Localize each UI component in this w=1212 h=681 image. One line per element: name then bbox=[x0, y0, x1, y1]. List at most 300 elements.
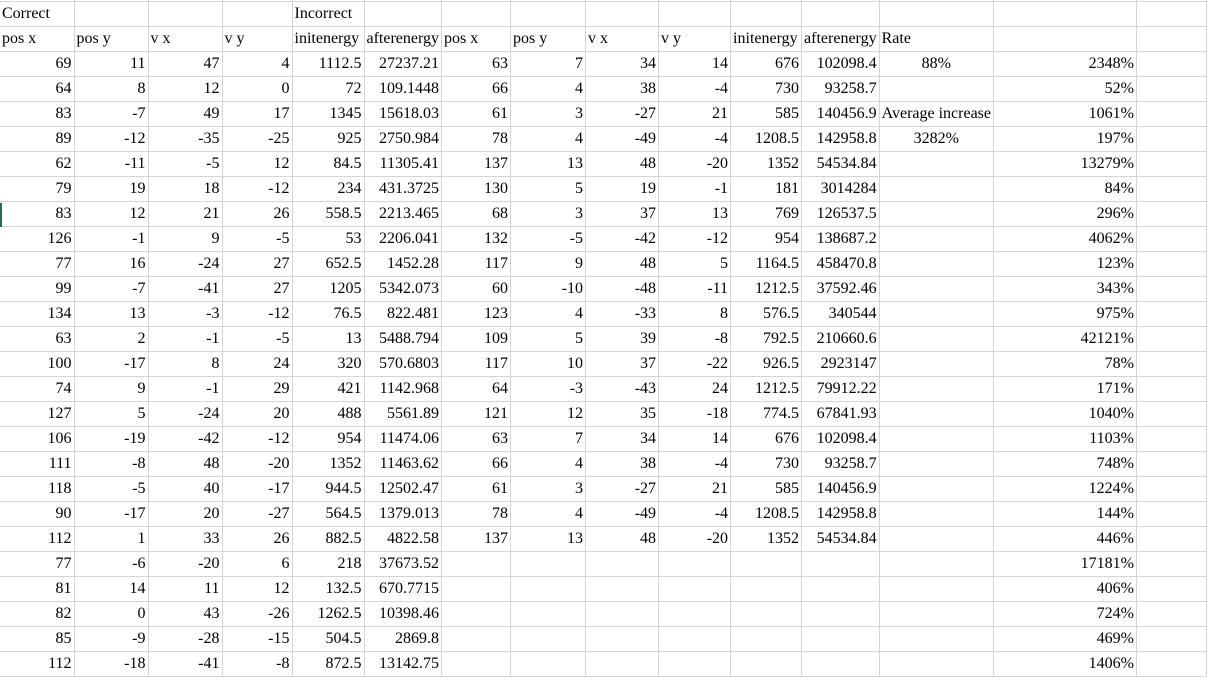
incorrect-cell[interactable]: 117 bbox=[442, 352, 511, 377]
correct-cell[interactable]: 82 bbox=[0, 602, 74, 627]
correct-cell[interactable]: 11 bbox=[74, 52, 148, 77]
correct-cell[interactable]: -1 bbox=[148, 377, 222, 402]
incorrect-cell[interactable]: 140456.9 bbox=[802, 477, 880, 502]
incorrect-cell[interactable]: -18 bbox=[659, 402, 731, 427]
empty-cell[interactable] bbox=[994, 27, 1137, 52]
incorrect-cell[interactable]: 954 bbox=[731, 227, 802, 252]
correct-cell[interactable]: 29 bbox=[222, 377, 292, 402]
correct-cell[interactable]: 33 bbox=[148, 527, 222, 552]
rate-value[interactable]: 88% bbox=[879, 52, 993, 77]
correct-cell[interactable]: -20 bbox=[148, 552, 222, 577]
incorrect-cell[interactable]: 4 bbox=[511, 452, 586, 477]
increase-cell[interactable]: 296% bbox=[994, 202, 1137, 227]
correct-cell[interactable]: 1262.5 bbox=[292, 602, 364, 627]
correct-cell[interactable]: 127 bbox=[0, 402, 74, 427]
incorrect-title[interactable]: Incorrect bbox=[292, 2, 364, 27]
correct-cell[interactable]: -41 bbox=[148, 277, 222, 302]
incorrect-cell[interactable]: 4 bbox=[511, 127, 586, 152]
empty-cell[interactable] bbox=[1137, 277, 1207, 302]
correct-cell[interactable]: 13 bbox=[74, 302, 148, 327]
incorrect-cell[interactable]: 37592.46 bbox=[802, 277, 880, 302]
incorrect-cell[interactable]: 142958.8 bbox=[802, 127, 880, 152]
empty-cell[interactable] bbox=[1137, 177, 1207, 202]
incorrect-cell[interactable]: 24 bbox=[659, 377, 731, 402]
incorrect-cell[interactable]: 78 bbox=[442, 127, 511, 152]
correct-cell[interactable]: 0 bbox=[74, 602, 148, 627]
incorrect-cell[interactable]: 13 bbox=[511, 152, 586, 177]
correct-cell[interactable]: -5 bbox=[148, 152, 222, 177]
increase-cell[interactable]: 975% bbox=[994, 302, 1137, 327]
correct-cell[interactable]: 1205 bbox=[292, 277, 364, 302]
correct-cell[interactable]: -12 bbox=[222, 427, 292, 452]
incorrect-cell[interactable]: -5 bbox=[511, 227, 586, 252]
incorrect-cell[interactable]: 1208.5 bbox=[731, 127, 802, 152]
empty-cell[interactable] bbox=[879, 502, 993, 527]
correct-cell[interactable]: 320 bbox=[292, 352, 364, 377]
empty-cell[interactable] bbox=[659, 2, 731, 27]
incorrect-cell[interactable]: 37 bbox=[586, 352, 659, 377]
correct-cell[interactable]: -17 bbox=[222, 477, 292, 502]
correct-header-1[interactable]: pos y bbox=[74, 27, 148, 52]
correct-cell[interactable]: 79 bbox=[0, 177, 74, 202]
increase-cell[interactable]: 197% bbox=[994, 127, 1137, 152]
correct-header-2[interactable]: v x bbox=[148, 27, 222, 52]
empty-cell[interactable] bbox=[442, 552, 511, 577]
empty-cell[interactable] bbox=[731, 2, 802, 27]
correct-cell[interactable]: 15618.03 bbox=[364, 102, 442, 127]
empty-cell[interactable] bbox=[1137, 402, 1207, 427]
correct-cell[interactable]: 822.481 bbox=[364, 302, 442, 327]
empty-cell[interactable] bbox=[442, 652, 511, 677]
correct-cell[interactable]: 43 bbox=[148, 602, 222, 627]
incorrect-cell[interactable]: 123 bbox=[442, 302, 511, 327]
correct-cell[interactable]: 62 bbox=[0, 152, 74, 177]
correct-cell[interactable]: -5 bbox=[74, 477, 148, 502]
correct-cell[interactable]: 570.6803 bbox=[364, 352, 442, 377]
correct-cell[interactable]: 13 bbox=[292, 327, 364, 352]
incorrect-cell[interactable]: -4 bbox=[659, 127, 731, 152]
increase-cell[interactable]: 123% bbox=[994, 252, 1137, 277]
incorrect-cell[interactable]: 19 bbox=[586, 177, 659, 202]
correct-cell[interactable]: 111 bbox=[0, 452, 74, 477]
correct-cell[interactable]: 14 bbox=[74, 577, 148, 602]
correct-cell[interactable]: -17 bbox=[74, 502, 148, 527]
incorrect-cell[interactable]: -49 bbox=[586, 502, 659, 527]
correct-cell[interactable]: 652.5 bbox=[292, 252, 364, 277]
increase-cell[interactable]: 1061% bbox=[994, 102, 1137, 127]
incorrect-cell[interactable]: 7 bbox=[511, 52, 586, 77]
incorrect-cell[interactable]: 210660.6 bbox=[802, 327, 880, 352]
incorrect-cell[interactable]: 181 bbox=[731, 177, 802, 202]
empty-cell[interactable] bbox=[879, 277, 993, 302]
incorrect-cell[interactable]: 14 bbox=[659, 52, 731, 77]
empty-cell[interactable] bbox=[879, 402, 993, 427]
correct-cell[interactable]: 132.5 bbox=[292, 577, 364, 602]
correct-cell[interactable]: -25 bbox=[222, 127, 292, 152]
incorrect-header-1[interactable]: pos y bbox=[511, 27, 586, 52]
correct-cell[interactable]: 488 bbox=[292, 402, 364, 427]
empty-cell[interactable] bbox=[1137, 577, 1207, 602]
incorrect-cell[interactable]: 63 bbox=[442, 52, 511, 77]
incorrect-cell[interactable]: 1212.5 bbox=[731, 277, 802, 302]
empty-cell[interactable] bbox=[879, 477, 993, 502]
empty-cell[interactable] bbox=[879, 202, 993, 227]
increase-cell[interactable]: 2348% bbox=[994, 52, 1137, 77]
empty-cell[interactable] bbox=[879, 452, 993, 477]
empty-cell[interactable] bbox=[1137, 552, 1207, 577]
incorrect-cell[interactable]: -11 bbox=[659, 277, 731, 302]
empty-cell[interactable] bbox=[879, 302, 993, 327]
increase-cell[interactable]: 1224% bbox=[994, 477, 1137, 502]
correct-cell[interactable]: 8 bbox=[148, 352, 222, 377]
empty-cell[interactable] bbox=[511, 652, 586, 677]
incorrect-cell[interactable]: 1212.5 bbox=[731, 377, 802, 402]
incorrect-cell[interactable]: 137 bbox=[442, 527, 511, 552]
correct-cell[interactable]: 76.5 bbox=[292, 302, 364, 327]
incorrect-cell[interactable]: 78 bbox=[442, 502, 511, 527]
empty-cell[interactable] bbox=[879, 602, 993, 627]
increase-cell[interactable]: 406% bbox=[994, 577, 1137, 602]
correct-cell[interactable]: -6 bbox=[74, 552, 148, 577]
incorrect-cell[interactable]: 10 bbox=[511, 352, 586, 377]
empty-cell[interactable] bbox=[442, 577, 511, 602]
correct-cell[interactable]: 69 bbox=[0, 52, 74, 77]
correct-cell[interactable]: 81 bbox=[0, 577, 74, 602]
incorrect-cell[interactable]: 12 bbox=[511, 402, 586, 427]
incorrect-cell[interactable]: 142958.8 bbox=[802, 502, 880, 527]
correct-cell[interactable]: 12502.47 bbox=[364, 477, 442, 502]
empty-cell[interactable] bbox=[879, 652, 993, 677]
correct-cell[interactable]: 12 bbox=[148, 77, 222, 102]
correct-cell[interactable]: 26 bbox=[222, 527, 292, 552]
incorrect-cell[interactable]: 5 bbox=[511, 177, 586, 202]
incorrect-cell[interactable]: 102098.4 bbox=[802, 427, 880, 452]
incorrect-cell[interactable]: 1164.5 bbox=[731, 252, 802, 277]
increase-cell[interactable]: 1040% bbox=[994, 402, 1137, 427]
correct-cell[interactable]: 37673.52 bbox=[364, 552, 442, 577]
correct-cell[interactable]: 2213.465 bbox=[364, 202, 442, 227]
incorrect-cell[interactable]: 5 bbox=[659, 252, 731, 277]
incorrect-cell[interactable]: 68 bbox=[442, 202, 511, 227]
correct-cell[interactable]: -19 bbox=[74, 427, 148, 452]
empty-cell[interactable] bbox=[1137, 327, 1207, 352]
empty-cell[interactable] bbox=[802, 577, 880, 602]
empty-cell[interactable] bbox=[879, 427, 993, 452]
correct-cell[interactable]: -1 bbox=[74, 227, 148, 252]
incorrect-cell[interactable]: 93258.7 bbox=[802, 77, 880, 102]
correct-cell[interactable]: -28 bbox=[148, 627, 222, 652]
empty-cell[interactable] bbox=[1137, 502, 1207, 527]
correct-cell[interactable]: 9 bbox=[148, 227, 222, 252]
empty-cell[interactable] bbox=[1137, 227, 1207, 252]
empty-cell[interactable] bbox=[879, 177, 993, 202]
incorrect-cell[interactable]: 60 bbox=[442, 277, 511, 302]
empty-cell[interactable] bbox=[586, 577, 659, 602]
empty-cell[interactable] bbox=[148, 2, 222, 27]
incorrect-cell[interactable]: 576.5 bbox=[731, 302, 802, 327]
empty-cell[interactable] bbox=[511, 2, 586, 27]
correct-cell[interactable]: 112 bbox=[0, 527, 74, 552]
correct-header-0[interactable]: pos x bbox=[0, 27, 74, 52]
empty-cell[interactable] bbox=[659, 577, 731, 602]
correct-cell[interactable]: 2750.984 bbox=[364, 127, 442, 152]
correct-cell[interactable]: -15 bbox=[222, 627, 292, 652]
incorrect-cell[interactable]: 3 bbox=[511, 202, 586, 227]
empty-cell[interactable] bbox=[1137, 377, 1207, 402]
increase-cell[interactable]: 4062% bbox=[994, 227, 1137, 252]
correct-cell[interactable]: -1 bbox=[148, 327, 222, 352]
empty-cell[interactable] bbox=[1137, 352, 1207, 377]
incorrect-cell[interactable]: 67841.93 bbox=[802, 402, 880, 427]
incorrect-cell[interactable]: 48 bbox=[586, 527, 659, 552]
incorrect-cell[interactable]: 132 bbox=[442, 227, 511, 252]
correct-cell[interactable]: 2869.8 bbox=[364, 627, 442, 652]
correct-cell[interactable]: 5488.794 bbox=[364, 327, 442, 352]
correct-header-4[interactable]: initenergy bbox=[292, 27, 364, 52]
empty-cell[interactable] bbox=[442, 627, 511, 652]
empty-cell[interactable] bbox=[1137, 602, 1207, 627]
correct-cell[interactable]: -20 bbox=[222, 452, 292, 477]
correct-cell[interactable]: 11 bbox=[148, 577, 222, 602]
incorrect-cell[interactable]: -4 bbox=[659, 502, 731, 527]
correct-cell[interactable]: 21 bbox=[148, 202, 222, 227]
incorrect-cell[interactable]: 3 bbox=[511, 102, 586, 127]
correct-cell[interactable]: 872.5 bbox=[292, 652, 364, 677]
correct-cell[interactable]: -3 bbox=[148, 302, 222, 327]
correct-cell[interactable]: 2206.041 bbox=[364, 227, 442, 252]
empty-cell[interactable] bbox=[802, 602, 880, 627]
correct-cell[interactable]: -27 bbox=[222, 502, 292, 527]
empty-cell[interactable] bbox=[222, 2, 292, 27]
correct-header-3[interactable]: v y bbox=[222, 27, 292, 52]
correct-cell[interactable]: 13142.75 bbox=[364, 652, 442, 677]
correct-cell[interactable]: -26 bbox=[222, 602, 292, 627]
correct-cell[interactable]: -8 bbox=[74, 452, 148, 477]
incorrect-cell[interactable]: 130 bbox=[442, 177, 511, 202]
incorrect-cell[interactable]: 1352 bbox=[731, 527, 802, 552]
incorrect-cell[interactable]: 9 bbox=[511, 252, 586, 277]
incorrect-cell[interactable]: -43 bbox=[586, 377, 659, 402]
correct-cell[interactable]: 17 bbox=[222, 102, 292, 127]
correct-cell[interactable]: 11463.62 bbox=[364, 452, 442, 477]
correct-cell[interactable]: 954 bbox=[292, 427, 364, 452]
correct-cell[interactable]: 10398.46 bbox=[364, 602, 442, 627]
empty-cell[interactable] bbox=[1137, 652, 1207, 677]
correct-cell[interactable]: -7 bbox=[74, 277, 148, 302]
incorrect-cell[interactable]: 38 bbox=[586, 77, 659, 102]
increase-cell[interactable]: 78% bbox=[994, 352, 1137, 377]
incorrect-cell[interactable]: 4 bbox=[511, 502, 586, 527]
correct-cell[interactable]: 1352 bbox=[292, 452, 364, 477]
incorrect-cell[interactable]: 21 bbox=[659, 477, 731, 502]
incorrect-cell[interactable]: 774.5 bbox=[731, 402, 802, 427]
increase-cell[interactable]: 84% bbox=[994, 177, 1137, 202]
correct-cell[interactable]: 53 bbox=[292, 227, 364, 252]
empty-cell[interactable] bbox=[1137, 427, 1207, 452]
correct-cell[interactable]: 234 bbox=[292, 177, 364, 202]
increase-cell[interactable]: 13279% bbox=[994, 152, 1137, 177]
correct-cell[interactable]: 1142.968 bbox=[364, 377, 442, 402]
incorrect-cell[interactable]: 926.5 bbox=[731, 352, 802, 377]
incorrect-header-0[interactable]: pos x bbox=[442, 27, 511, 52]
correct-header-5[interactable]: afterenergy bbox=[364, 27, 442, 52]
correct-cell[interactable]: -24 bbox=[148, 402, 222, 427]
correct-cell[interactable]: 89 bbox=[0, 127, 74, 152]
incorrect-cell[interactable]: 66 bbox=[442, 452, 511, 477]
correct-cell[interactable]: 1 bbox=[74, 527, 148, 552]
empty-cell[interactable] bbox=[731, 552, 802, 577]
incorrect-cell[interactable]: 730 bbox=[731, 452, 802, 477]
correct-cell[interactable]: 564.5 bbox=[292, 502, 364, 527]
incorrect-cell[interactable]: -20 bbox=[659, 527, 731, 552]
correct-cell[interactable]: 12 bbox=[74, 202, 148, 227]
incorrect-cell[interactable]: 585 bbox=[731, 102, 802, 127]
empty-cell[interactable] bbox=[1137, 477, 1207, 502]
incorrect-header-5[interactable]: afterenergy bbox=[802, 27, 880, 52]
incorrect-cell[interactable]: -4 bbox=[659, 77, 731, 102]
correct-cell[interactable]: 72 bbox=[292, 77, 364, 102]
correct-cell[interactable]: 5 bbox=[74, 402, 148, 427]
empty-cell[interactable] bbox=[1137, 152, 1207, 177]
correct-cell[interactable]: 85 bbox=[0, 627, 74, 652]
incorrect-cell[interactable]: -48 bbox=[586, 277, 659, 302]
incorrect-cell[interactable]: -10 bbox=[511, 277, 586, 302]
correct-cell[interactable]: 126 bbox=[0, 227, 74, 252]
incorrect-cell[interactable]: 3 bbox=[511, 477, 586, 502]
incorrect-cell[interactable]: 39 bbox=[586, 327, 659, 352]
incorrect-cell[interactable]: 769 bbox=[731, 202, 802, 227]
incorrect-cell[interactable]: 140456.9 bbox=[802, 102, 880, 127]
correct-cell[interactable]: 20 bbox=[222, 402, 292, 427]
correct-cell[interactable]: 12 bbox=[222, 577, 292, 602]
incorrect-cell[interactable]: 34 bbox=[586, 52, 659, 77]
correct-cell[interactable]: 882.5 bbox=[292, 527, 364, 552]
increase-cell[interactable]: 724% bbox=[994, 602, 1137, 627]
empty-cell[interactable] bbox=[586, 2, 659, 27]
increase-cell[interactable]: 144% bbox=[994, 502, 1137, 527]
correct-cell[interactable]: 64 bbox=[0, 77, 74, 102]
correct-cell[interactable]: 49 bbox=[148, 102, 222, 127]
empty-cell[interactable] bbox=[1137, 27, 1207, 52]
incorrect-cell[interactable]: 4 bbox=[511, 302, 586, 327]
empty-cell[interactable] bbox=[511, 602, 586, 627]
correct-cell[interactable]: -12 bbox=[222, 177, 292, 202]
increase-cell[interactable]: 343% bbox=[994, 277, 1137, 302]
incorrect-cell[interactable]: 48 bbox=[586, 152, 659, 177]
incorrect-cell[interactable]: 458470.8 bbox=[802, 252, 880, 277]
empty-cell[interactable] bbox=[1137, 452, 1207, 477]
incorrect-cell[interactable]: -27 bbox=[586, 477, 659, 502]
incorrect-cell[interactable]: 2923147 bbox=[802, 352, 880, 377]
incorrect-cell[interactable]: 137 bbox=[442, 152, 511, 177]
empty-cell[interactable] bbox=[1137, 527, 1207, 552]
empty-cell[interactable] bbox=[879, 577, 993, 602]
correct-cell[interactable]: -35 bbox=[148, 127, 222, 152]
increase-cell[interactable]: 171% bbox=[994, 377, 1137, 402]
incorrect-cell[interactable]: 676 bbox=[731, 52, 802, 77]
correct-cell[interactable]: 77 bbox=[0, 252, 74, 277]
correct-cell[interactable]: 47 bbox=[148, 52, 222, 77]
correct-cell[interactable]: 11474.06 bbox=[364, 427, 442, 452]
correct-cell[interactable]: 112 bbox=[0, 652, 74, 677]
empty-cell[interactable] bbox=[1137, 52, 1207, 77]
increase-cell[interactable]: 42121% bbox=[994, 327, 1137, 352]
empty-cell[interactable] bbox=[879, 152, 993, 177]
correct-cell[interactable]: 4 bbox=[222, 52, 292, 77]
empty-cell[interactable] bbox=[731, 602, 802, 627]
correct-cell[interactable]: 16 bbox=[74, 252, 148, 277]
incorrect-cell[interactable]: 117 bbox=[442, 252, 511, 277]
correct-cell[interactable]: 1112.5 bbox=[292, 52, 364, 77]
empty-cell[interactable] bbox=[1137, 627, 1207, 652]
incorrect-cell[interactable]: 138687.2 bbox=[802, 227, 880, 252]
incorrect-cell[interactable]: 1208.5 bbox=[731, 502, 802, 527]
empty-cell[interactable] bbox=[879, 227, 993, 252]
correct-title[interactable]: Correct bbox=[0, 2, 74, 27]
empty-cell[interactable] bbox=[586, 552, 659, 577]
incorrect-cell[interactable]: 102098.4 bbox=[802, 52, 880, 77]
correct-cell[interactable]: -8 bbox=[222, 652, 292, 677]
incorrect-cell[interactable]: 730 bbox=[731, 77, 802, 102]
incorrect-cell[interactable]: -42 bbox=[586, 227, 659, 252]
increase-cell[interactable]: 446% bbox=[994, 527, 1137, 552]
correct-cell[interactable]: -12 bbox=[222, 302, 292, 327]
empty-cell[interactable] bbox=[511, 577, 586, 602]
correct-cell[interactable]: 0 bbox=[222, 77, 292, 102]
incorrect-cell[interactable]: 13 bbox=[659, 202, 731, 227]
increase-cell[interactable]: 1406% bbox=[994, 652, 1137, 677]
incorrect-cell[interactable]: -8 bbox=[659, 327, 731, 352]
correct-cell[interactable]: -18 bbox=[74, 652, 148, 677]
correct-cell[interactable]: 77 bbox=[0, 552, 74, 577]
correct-cell[interactable]: -11 bbox=[74, 152, 148, 177]
increase-cell[interactable]: 748% bbox=[994, 452, 1137, 477]
correct-cell[interactable]: 1379.013 bbox=[364, 502, 442, 527]
empty-cell[interactable] bbox=[1137, 302, 1207, 327]
incorrect-cell[interactable]: -49 bbox=[586, 127, 659, 152]
correct-cell[interactable]: -9 bbox=[74, 627, 148, 652]
correct-cell[interactable]: 27237.21 bbox=[364, 52, 442, 77]
correct-cell[interactable]: -7 bbox=[74, 102, 148, 127]
correct-cell[interactable]: 83 bbox=[0, 102, 74, 127]
incorrect-cell[interactable]: 676 bbox=[731, 427, 802, 452]
empty-cell[interactable] bbox=[1137, 77, 1207, 102]
correct-cell[interactable]: -42 bbox=[148, 427, 222, 452]
empty-cell[interactable] bbox=[1137, 2, 1207, 27]
correct-cell[interactable]: -5 bbox=[222, 227, 292, 252]
incorrect-header-4[interactable]: initenergy bbox=[731, 27, 802, 52]
correct-cell[interactable]: 24 bbox=[222, 352, 292, 377]
empty-cell[interactable] bbox=[659, 652, 731, 677]
increase-cell[interactable]: 469% bbox=[994, 627, 1137, 652]
incorrect-cell[interactable]: 4 bbox=[511, 77, 586, 102]
incorrect-cell[interactable]: 63 bbox=[442, 427, 511, 452]
incorrect-cell[interactable]: 3014284 bbox=[802, 177, 880, 202]
correct-cell[interactable]: 74 bbox=[0, 377, 74, 402]
empty-cell[interactable] bbox=[586, 602, 659, 627]
correct-cell[interactable]: 118 bbox=[0, 477, 74, 502]
correct-cell[interactable]: -41 bbox=[148, 652, 222, 677]
empty-cell[interactable] bbox=[879, 552, 993, 577]
empty-cell[interactable] bbox=[802, 2, 880, 27]
incorrect-cell[interactable]: 48 bbox=[586, 252, 659, 277]
correct-cell[interactable]: 670.7715 bbox=[364, 577, 442, 602]
incorrect-cell[interactable]: -22 bbox=[659, 352, 731, 377]
incorrect-cell[interactable]: 14 bbox=[659, 427, 731, 452]
empty-cell[interactable] bbox=[879, 527, 993, 552]
incorrect-header-2[interactable]: v x bbox=[586, 27, 659, 52]
correct-cell[interactable]: 27 bbox=[222, 252, 292, 277]
